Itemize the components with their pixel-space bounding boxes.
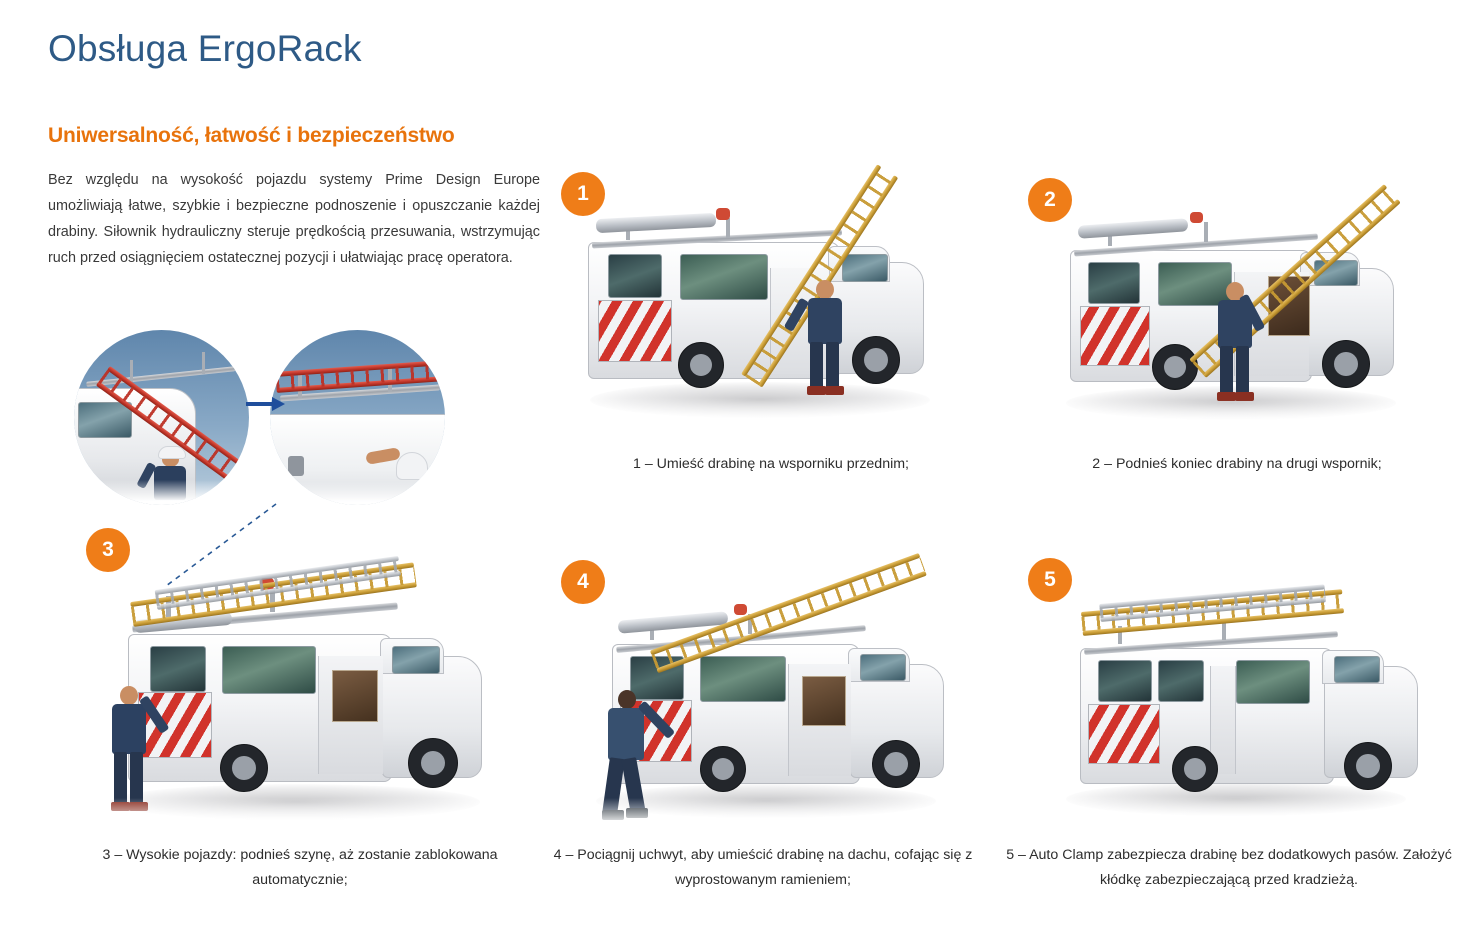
step-badge-2: 2 <box>1028 178 1072 222</box>
detail-photo-before <box>74 330 249 505</box>
detail-leader-line <box>160 500 280 590</box>
worker-figure <box>1204 282 1268 408</box>
step-photo-3 <box>70 540 530 830</box>
step-badge-1: 1 <box>561 172 605 216</box>
step-caption-2: 2 – Podnieś koniec drabiny na drugi wspornik; <box>1092 456 1382 472</box>
step-caption-3: 3 – Wysokie pojazdy: podnieś szynę, aż zostanie zablokowana automatycznie; <box>102 847 498 888</box>
step-photo-2 <box>1022 150 1452 430</box>
step-caption-4: 4 – Pociągnij uchwyt, aby umieścić drabinę na dachu, cofając się z wyprostowanym ramieniem; <box>553 847 973 888</box>
step-photo-5 <box>1022 540 1452 830</box>
step-badge-5: 5 <box>1028 558 1072 602</box>
step-badge-3: 3 <box>86 528 130 572</box>
step-caption-5: 5 – Auto Clamp zabezpiecza drabinę bez dodatkowych pasów. Założyć kłódkę zabezpieczającą przed kradzieżą. <box>1006 847 1452 888</box>
step-photo-1 <box>556 150 986 430</box>
page-title: Obsługa ErgoRack <box>48 28 362 69</box>
detail-arrow-icon <box>246 396 286 412</box>
step-badge-4: 4 <box>561 560 605 604</box>
intro-paragraph: Bez względu na wysokość pojazdu systemy Prime Design Europe umożliwiają łatwe, szybkie i bezpieczne podnoszenie i opuszczanie każdej drabiny. Siłownik hydrauliczny steruje prędkością przesuwania, wstrzymując ruch przed osiągnięciem ostatecznej pozycji i ułatwiając pracę operatora. <box>48 172 540 266</box>
step-caption-1: 1 – Umieść drabinę na wsporniku przednim; <box>633 456 909 472</box>
step-photo-4 <box>556 540 986 830</box>
worker-figure <box>792 280 856 400</box>
detail-photo-after <box>270 330 445 505</box>
section-heading: Uniwersalność, łatwość i bezpieczeństwo <box>48 124 455 147</box>
